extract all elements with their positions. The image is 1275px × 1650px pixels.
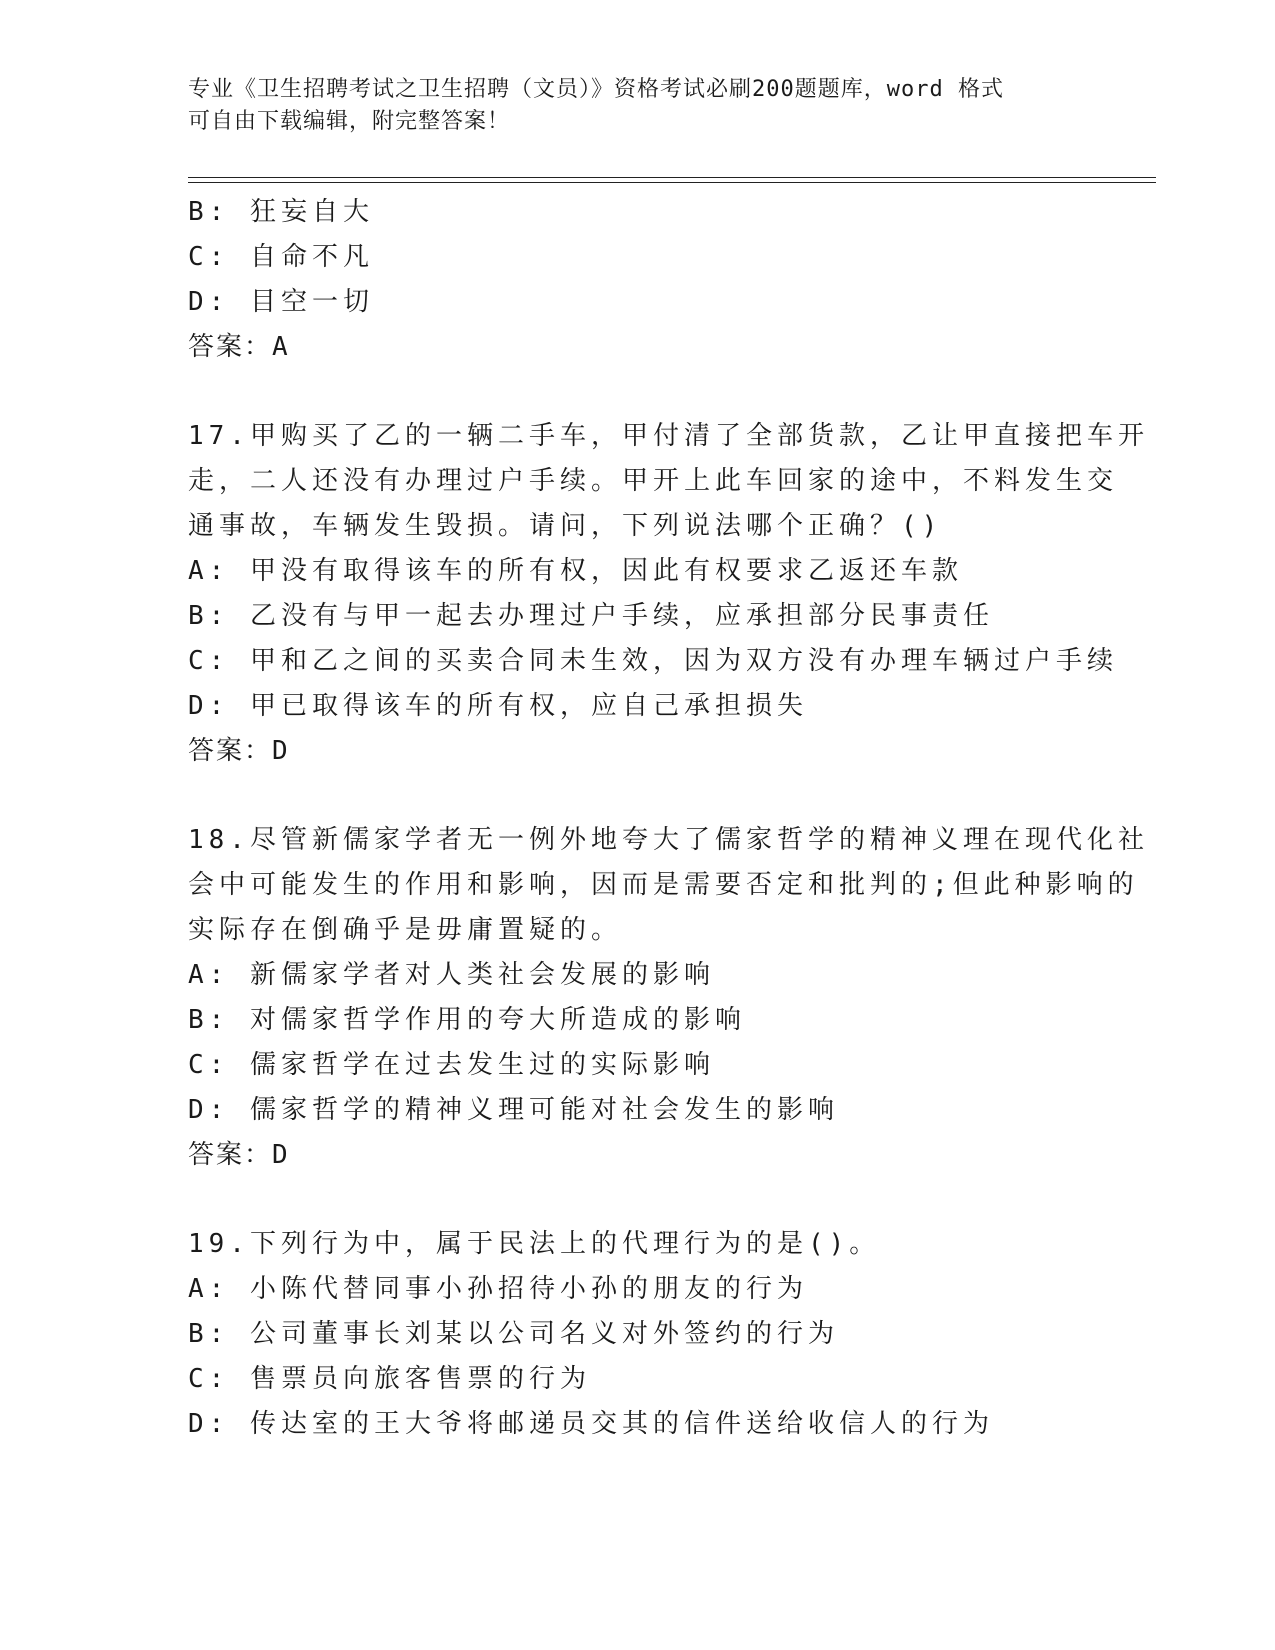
question-stem: 17.甲购买了乙的一辆二手车，甲付清了全部货款，乙让甲直接把车开	[188, 421, 1149, 451]
answer-line: 答案：D	[188, 736, 290, 766]
option-b: B: 对儒家哲学作用的夸大所造成的影响	[188, 1005, 746, 1035]
header-title-line-1: 专业《卫生招聘考试之卫生招聘（文员）》资格考试必刷200题题库，word 格式	[188, 77, 1004, 102]
option-c: C: 自命不凡	[188, 242, 374, 272]
question-18	[188, 818, 1149, 1178]
header-divider-bottom	[188, 182, 1156, 183]
question-17	[188, 414, 1149, 774]
answer-line: 答案：D	[188, 1140, 290, 1170]
option-b: B: 狂妄自大	[188, 197, 374, 227]
document-header	[188, 74, 1078, 138]
question-stem: 实际存在倒确乎是毋庸置疑的。	[188, 915, 623, 945]
question-19	[188, 1222, 1088, 1447]
option-d: D: 目空一切	[188, 287, 374, 317]
option-d: D: 传达室的王大爷将邮递员交其的信件送给收信人的行为	[188, 1409, 994, 1439]
header-divider-top	[188, 177, 1156, 178]
option-c: C: 售票员向旅客售票的行为	[188, 1364, 591, 1394]
question-stem: 走，二人还没有办理过户手续。甲开上此车回家的途中，不料发生交	[188, 466, 1119, 496]
header-title-line-2: 可自由下载编辑，附完整答案！	[188, 109, 511, 134]
option-a: A: 新儒家学者对人类社会发展的影响	[188, 960, 715, 990]
question-stem: 19.下列行为中，属于民法上的代理行为的是()。	[188, 1229, 881, 1259]
option-d: D: 甲已取得该车的所有权，应自己承担损失	[188, 691, 808, 721]
option-a: A: 甲没有取得该车的所有权，因此有权要求乙返还车款	[188, 556, 963, 586]
question-stem: 18.尽管新儒家学者无一例外地夸大了儒家哲学的精神义理在现代化社	[188, 825, 1149, 855]
option-c: C: 甲和乙之间的买卖合同未生效，因为双方没有办理车辆过户手续	[188, 646, 1118, 676]
option-c: C: 儒家哲学在过去发生过的实际影响	[188, 1050, 715, 1080]
option-a: A: 小陈代替同事小孙招待小孙的朋友的行为	[188, 1274, 808, 1304]
question-stem: 会中可能发生的作用和影响，因而是需要否定和批判的;但此种影响的	[188, 870, 1139, 900]
question-16-continued	[188, 190, 1088, 370]
option-d: D: 儒家哲学的精神义理可能对社会发生的影响	[188, 1095, 839, 1125]
option-b: B: 乙没有与甲一起去办理过户手续，应承担部分民事责任	[188, 601, 994, 631]
question-content	[188, 190, 1149, 1447]
question-stem: 通事故，车辆发生毁损。请问，下列说法哪个正确？()	[188, 511, 943, 541]
answer-line: 答案：A	[188, 332, 290, 362]
option-b: B: 公司董事长刘某以公司名义对外签约的行为	[188, 1319, 839, 1349]
